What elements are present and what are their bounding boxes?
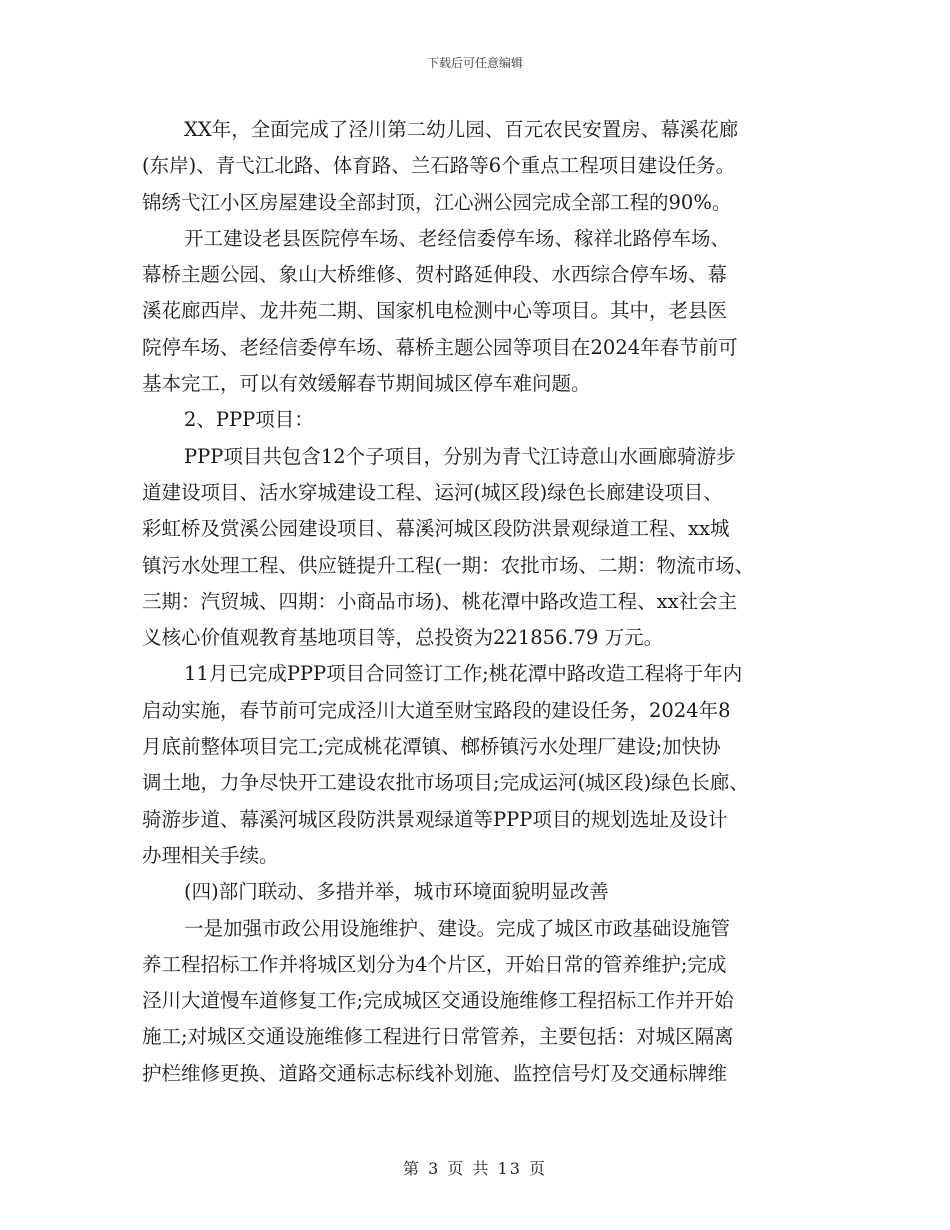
text-line: 调土地，力争尽快开工建设农批市场项目;完成运河(城区段)绿色长廊、 [142,771,749,795]
section-heading-4 [142,874,812,910]
text-line: 启动实施，春节前可完成泾川大道至财宝路段的建设任务，2024年8 [142,698,731,722]
text-line: 2、PPP项目： [184,408,314,432]
text-line: 养工程招标工作并将城区划分为4个片区，开始日常的管养维护;完成 [142,952,727,976]
text-line: 幕桥主题公园、象山大桥维修、贺村路延伸段、水西综合停车场、幕 [142,263,728,287]
paragraph-municipal [142,911,812,1092]
text-line: 护栏维修更换、道路交通标志标线补划施、监控信号灯及交通标牌维 [142,1061,728,1085]
text-line: 三期：汽贸城、四期：小商品市场)、桃花潭中路改造工程、xx社会主 [142,589,738,613]
text-line: 泾川大道慢车道修复工作;完成城区交通设施维修工程招标工作并开始 [142,989,734,1013]
paragraph-ppp-progress [142,656,812,874]
text-line: PPP项目共包含12个子项目，分别为青弋江诗意山水画廊骑游步 [184,444,736,468]
text-line: 彩虹桥及赏溪公园建设项目、幕溪河城区段防洪景观绿道工程、xx城 [142,517,730,541]
text-line: 施工;对城区交通设施维修工程进行日常管养，主要包括：对城区隔离 [142,1025,734,1049]
paragraph-1 [142,112,812,221]
text-line: 义核心价值观教育基地项目等，总投资为221856.79 万元。 [142,626,664,650]
text-line: 镇污水处理工程、供应链提升工程(一期：农批市场、二期：物流市场、 [142,553,755,577]
text-line: 道建设项目、活水穿城建设工程、运河(城区段)绿色长廊建设项目、 [142,480,723,504]
text-line: 开工建设老县医院停车场、老经信委停车场、稼祥北路停车场、 [184,226,731,250]
text-line: XX年，全面完成了泾川第二幼儿园、百元农民安置房、幕溪花廊 [184,118,739,141]
page-number: 第 3 页 共 13 页 [403,1159,547,1178]
document-body [142,112,812,1092]
page-header: 下载后可任意编辑 [426,56,523,70]
text-line: 11月已完成PPP项目合同签订工作;桃花潭中路改造工程将于年内 [184,662,743,686]
text-line: 骑游步道、幕溪河城区段防洪景观绿道等PPP项目的规划选址及设计 [142,807,728,831]
text-line: 月底前整体项目完工;完成桃花潭镇、榔桥镇污水处理厂建设;加快协 [142,735,721,759]
text-line: (东岸)、青弋江北路、体育路、兰石路等6个重点工程项目建设任务。 [142,154,736,178]
text-line: 一是加强市政公用设施维护、建设。完成了城区市政基础设施管 [184,916,731,940]
text-line: 院停车场、老经信委停车场、幕桥主题公园等项目在2024年春节前可 [142,335,738,359]
text-line: 锦绣弋江小区房屋建设全部封顶，江心洲公园完成全部工程的90%。 [142,190,732,214]
text-line: 办理相关手续。 [142,843,279,867]
text-line: 溪花廊西岸、龙井苑二期、国家机电检测中心等项目。其中，老县医 [142,299,728,323]
text-line: 基本完工，可以有效缓解春节期间城区停车难问题。 [142,372,591,396]
section-heading-ppp [142,402,812,438]
text-line: (四)部门联动、多措并举，城市环境面貌明显改善 [184,880,609,904]
paragraph-2 [142,221,812,402]
paragraph-ppp-projects [142,439,812,657]
